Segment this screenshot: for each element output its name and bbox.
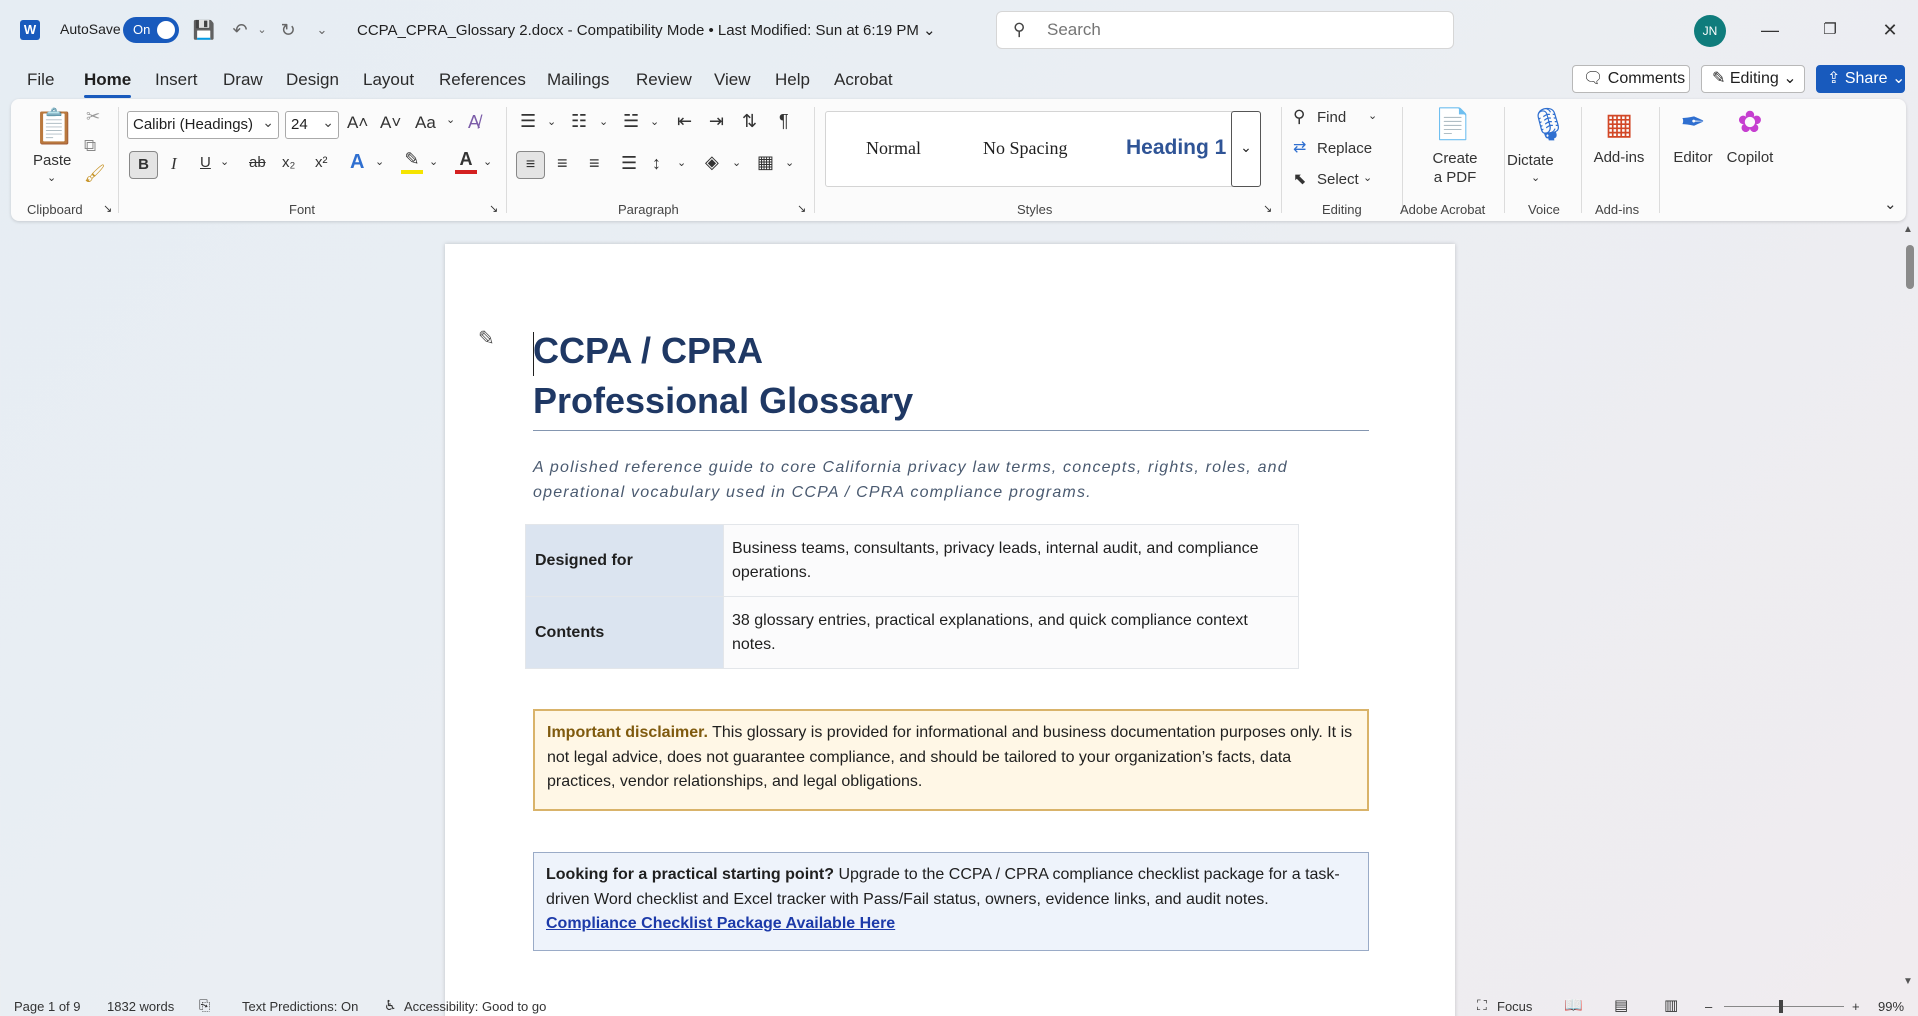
group-label-paragraph: Paragraph [618,202,679,217]
autosave-label: AutoSave [60,21,121,37]
shading-dropdown-icon[interactable]: ⌄ [732,157,742,169]
copilot-button[interactable]: Copilot [1726,149,1774,166]
font-name-dropdown[interactable]: Calibri (Headings) ⌄ [127,111,279,139]
comments-button[interactable]: 🗨 Comments [1572,65,1690,93]
autosave-toggle[interactable]: On [123,17,179,43]
multilevel-dropdown-icon[interactable]: ⌄ [650,116,660,128]
font-color-dropdown-icon[interactable]: ⌄ [483,156,493,168]
text-predictions[interactable]: Text Predictions: On [242,999,359,1014]
editor-button[interactable]: Editor [1673,149,1713,166]
paragraph-launcher-icon[interactable]: ↘ [797,203,807,215]
disclaimer-lead: Important disclaimer. [547,724,708,741]
highlight-dropdown-icon[interactable]: ⌄ [429,156,439,168]
separator [506,107,507,213]
find-icon[interactable]: ⚲ [1293,107,1306,126]
tab-home[interactable]: Home [84,70,132,89]
zoom-level[interactable]: 99% [1878,999,1905,1014]
tab-references[interactable]: References [439,70,526,89]
zoom-out-button[interactable]: – [1705,999,1713,1014]
restore-icon[interactable]: ❐ [1823,21,1837,38]
font-size-dropdown[interactable]: 24 ⌄ [285,111,339,139]
change-case-dropdown-icon[interactable]: ⌄ [446,114,456,126]
select-button[interactable]: Select [1317,171,1359,188]
subscript-button[interactable]: x₂ [282,154,296,171]
document-subtitle: A polished reference guide to core California privacy law terms, concepts, rights, roles, and operational vocabulary used in CCPA / CPRA compliance programs. [533,459,1288,501]
table-value: Business teams, consultants, privacy leads, internal audit, and compliance operations. [724,525,1299,597]
bold-button[interactable]: B [129,151,158,179]
zoom-in-button[interactable]: + [1852,999,1860,1014]
separator [118,107,119,213]
styles-gallery [825,111,1235,187]
separator [1402,107,1403,213]
cut-icon[interactable]: ✂ [86,107,101,126]
highlight-icon[interactable]: ✎ [401,149,423,174]
tab-view[interactable]: View [714,70,751,89]
redo-icon[interactable]: ↻ [280,20,296,40]
grow-font-button[interactable]: A˄ [347,113,369,132]
bullets-icon[interactable]: ☰ [520,111,537,131]
scroll-down-icon[interactable]: ▼ [1903,976,1913,987]
styles-launcher-icon[interactable]: ↘ [1263,203,1273,215]
bullets-dropdown-icon[interactable]: ⌄ [547,116,557,128]
table-value: 38 glossary entries, practical explanations, and quick compliance context notes. [724,597,1299,669]
separator [1281,107,1282,213]
strikethrough-button[interactable]: ab [249,154,266,171]
info-table [525,524,1299,669]
group-label-acrobat: Adobe Acrobat [1400,202,1486,217]
designer-pen-icon[interactable]: ✎ [478,328,495,350]
style-heading-1[interactable]: Heading 1 [1126,136,1227,159]
checklist-link[interactable]: Compliance Checklist Package Available Here [546,915,896,932]
group-label-styles: Styles [1017,202,1053,217]
ribbon [11,99,1906,221]
disclaimer-box [533,709,1369,811]
tab-mailings[interactable]: Mailings [547,70,610,89]
line-spacing-dropdown-icon[interactable]: ⌄ [677,157,687,169]
clipboard-launcher-icon[interactable]: ↘ [103,203,113,215]
microphone-icon[interactable]: 🎙 [1528,106,1569,142]
search-icon: ⚲ [1013,20,1026,39]
scrollbar-thumb[interactable] [1906,245,1914,289]
web-layout-icon[interactable]: ▥ [1664,997,1679,1014]
change-case-button[interactable]: Aa [415,113,436,132]
title-rule [533,430,1369,431]
shading-icon[interactable]: ◈ [705,152,719,172]
font-launcher-icon[interactable]: ↘ [489,203,499,215]
avatar[interactable]: JN [1694,15,1726,47]
create-pdf-button[interactable]: Create a PDF [1432,150,1478,186]
scroll-up-icon[interactable]: ▲ [1903,224,1913,235]
group-label-voice: Voice [1528,202,1560,217]
replace-icon[interactable]: ⇄ [1293,139,1307,156]
numbering-icon[interactable]: ☷ [571,111,588,131]
copy-icon[interactable]: ⧉ [84,136,97,155]
paste-icon[interactable]: 📋 [33,108,76,146]
copilot-icon[interactable]: ✿ [1737,106,1763,139]
read-mode-icon[interactable]: 📖 [1564,997,1583,1014]
tab-review[interactable]: Review [636,70,692,89]
select-icon[interactable]: ⬉ [1293,171,1307,188]
style-normal[interactable]: Normal [866,138,921,158]
separator [814,107,815,213]
styles-more-icon[interactable]: ⌄ [1231,111,1261,187]
justify-icon[interactable]: ☰ [621,153,638,173]
zoom-slider-thumb[interactable] [1779,1000,1783,1013]
document-page[interactable] [445,244,1455,1016]
add-ins-icon[interactable]: ▦ [1604,108,1634,141]
group-label-editing: Editing [1322,202,1362,217]
tab-help[interactable]: Help [775,70,810,89]
document-title[interactable]: CCPA_CPRA_Glossary 2.docx - Compatibility Mode • Last Modified: Sun at 6:19 PM ⌄ [357,22,936,39]
minimize-icon[interactable]: — [1761,20,1779,40]
accessibility-status[interactable]: Accessibility: Good to go [404,999,547,1014]
replace-button[interactable]: Replace [1317,140,1373,157]
save-icon[interactable]: 💾 [192,20,216,40]
line-spacing-icon[interactable]: ↕ [652,153,661,173]
multilevel-list-icon[interactable]: ☱ [623,111,640,131]
zoom-slider[interactable] [1724,1006,1844,1007]
group-label-add-ins: Add-ins [1595,202,1640,217]
decrease-indent-icon[interactable]: ⇤ [677,111,693,131]
accessibility-icon: ♿ [384,997,397,1013]
focus-icon: ⛶ [1477,997,1487,1013]
paste-dropdown-icon[interactable]: ⌄ [47,172,57,184]
group-label-clipboard: Clipboard [27,202,83,217]
document-title-line-1: CCPA / CPRA [533,330,764,371]
page-count[interactable]: Page 1 of 9 [14,999,81,1014]
tab-draw[interactable]: Draw [223,70,263,89]
promo-text: Upgrade to the CCPA / CPRA compliance checklist package for a task-driven Word checklist and Excel tracker with Pass/Fail status, owners, evidence links, and audit notes. [546,866,1340,908]
status-bar [0,996,1918,1016]
numbering-dropdown-icon[interactable]: ⌄ [599,116,609,128]
table-key: Designed for [526,525,724,597]
group-label-font: Font [289,202,316,217]
document-title-line-2: Professional Glossary [533,380,914,421]
promo-box [533,852,1369,951]
dictate-button[interactable]: Dictate [1507,152,1554,169]
font-color-icon[interactable]: A [455,149,477,174]
underline-dropdown-icon[interactable]: ⌄ [220,156,230,168]
search-input[interactable] [1047,20,1427,40]
separator [1659,107,1660,213]
sort-icon[interactable]: ⇅ [742,111,758,131]
print-layout-icon[interactable]: ▤ [1614,997,1629,1014]
superscript-button[interactable]: x² [315,154,328,171]
shrink-font-button[interactable]: A˅ [380,113,402,132]
tab-design[interactable]: Design [286,70,339,89]
italic-button[interactable]: I [171,154,177,173]
dictate-dropdown-icon[interactable]: ⌄ [1531,172,1541,184]
find-button[interactable]: Find [1317,109,1347,126]
increase-indent-icon[interactable]: ⇥ [709,111,725,131]
focus-button[interactable]: Focus [1497,999,1533,1014]
table-row [526,525,1299,597]
text-effects-dropdown-icon[interactable]: ⌄ [375,156,385,168]
table-row [526,597,1299,669]
create-pdf-icon[interactable]: 📄 [1434,108,1472,141]
paste-button[interactable]: Paste [33,152,72,169]
tab-file[interactable]: File [27,70,55,89]
borders-dropdown-icon[interactable]: ⌄ [785,157,795,169]
word-logo-icon: W [20,20,40,40]
share-button[interactable]: ⇪ Share ⌄ [1816,65,1905,93]
word-count[interactable]: 1832 words [107,999,175,1014]
undo-dropdown-icon[interactable]: ⌄ [257,24,267,36]
tab-insert[interactable]: Insert [155,70,198,89]
tab-acrobat[interactable]: Acrobat [834,70,893,89]
format-painter-icon[interactable]: 🖌 [84,164,106,183]
title-bar [0,0,1918,60]
select-dropdown-icon[interactable]: ⌄ [1363,172,1373,184]
proofing-icon[interactable]: ⎘ [199,997,211,1013]
align-center-icon[interactable]: ≡ [557,153,568,173]
toggle-knob [157,21,175,39]
find-dropdown-icon[interactable]: ⌄ [1368,110,1378,122]
customize-toolbar-icon[interactable]: ⌄ [316,22,328,37]
disclaimer-text: This glossary is provided for informational and business documentation purposes only. It is not legal advice, does not guarantee compliance, and should be tailored to your organization’s facts, data practices, vendor relationships, and legal obligations. [547,724,1353,790]
undo-icon[interactable]: ↶ [232,20,248,40]
underline-button[interactable]: U [200,154,211,171]
editing-mode-button[interactable]: ✎ Editing ⌄ [1701,65,1805,93]
add-ins-button[interactable]: Add-ins [1593,149,1645,166]
close-icon[interactable]: ✕ [1882,20,1898,40]
style-no-spacing[interactable]: No Spacing [983,138,1068,158]
show-formatting-icon[interactable]: ¶ [779,111,789,131]
borders-icon[interactable]: ▦ [757,152,775,172]
clear-formatting-icon[interactable]: A̸ [468,112,481,132]
text-effects-icon[interactable]: A [350,151,365,173]
promo-lead: Looking for a practical starting point? [546,866,835,883]
editor-icon[interactable]: ✒ [1680,106,1706,139]
align-right-icon[interactable]: ≡ [589,153,600,173]
align-left-icon[interactable]: ≡ [516,151,545,179]
table-key: Contents [526,597,724,669]
search-box[interactable] [996,11,1454,49]
vertical-scrollbar[interactable] [1902,228,1914,988]
tab-layout[interactable]: Layout [363,70,415,89]
separator [1504,107,1505,213]
collapse-ribbon-icon[interactable]: ⌄ [1884,196,1897,213]
